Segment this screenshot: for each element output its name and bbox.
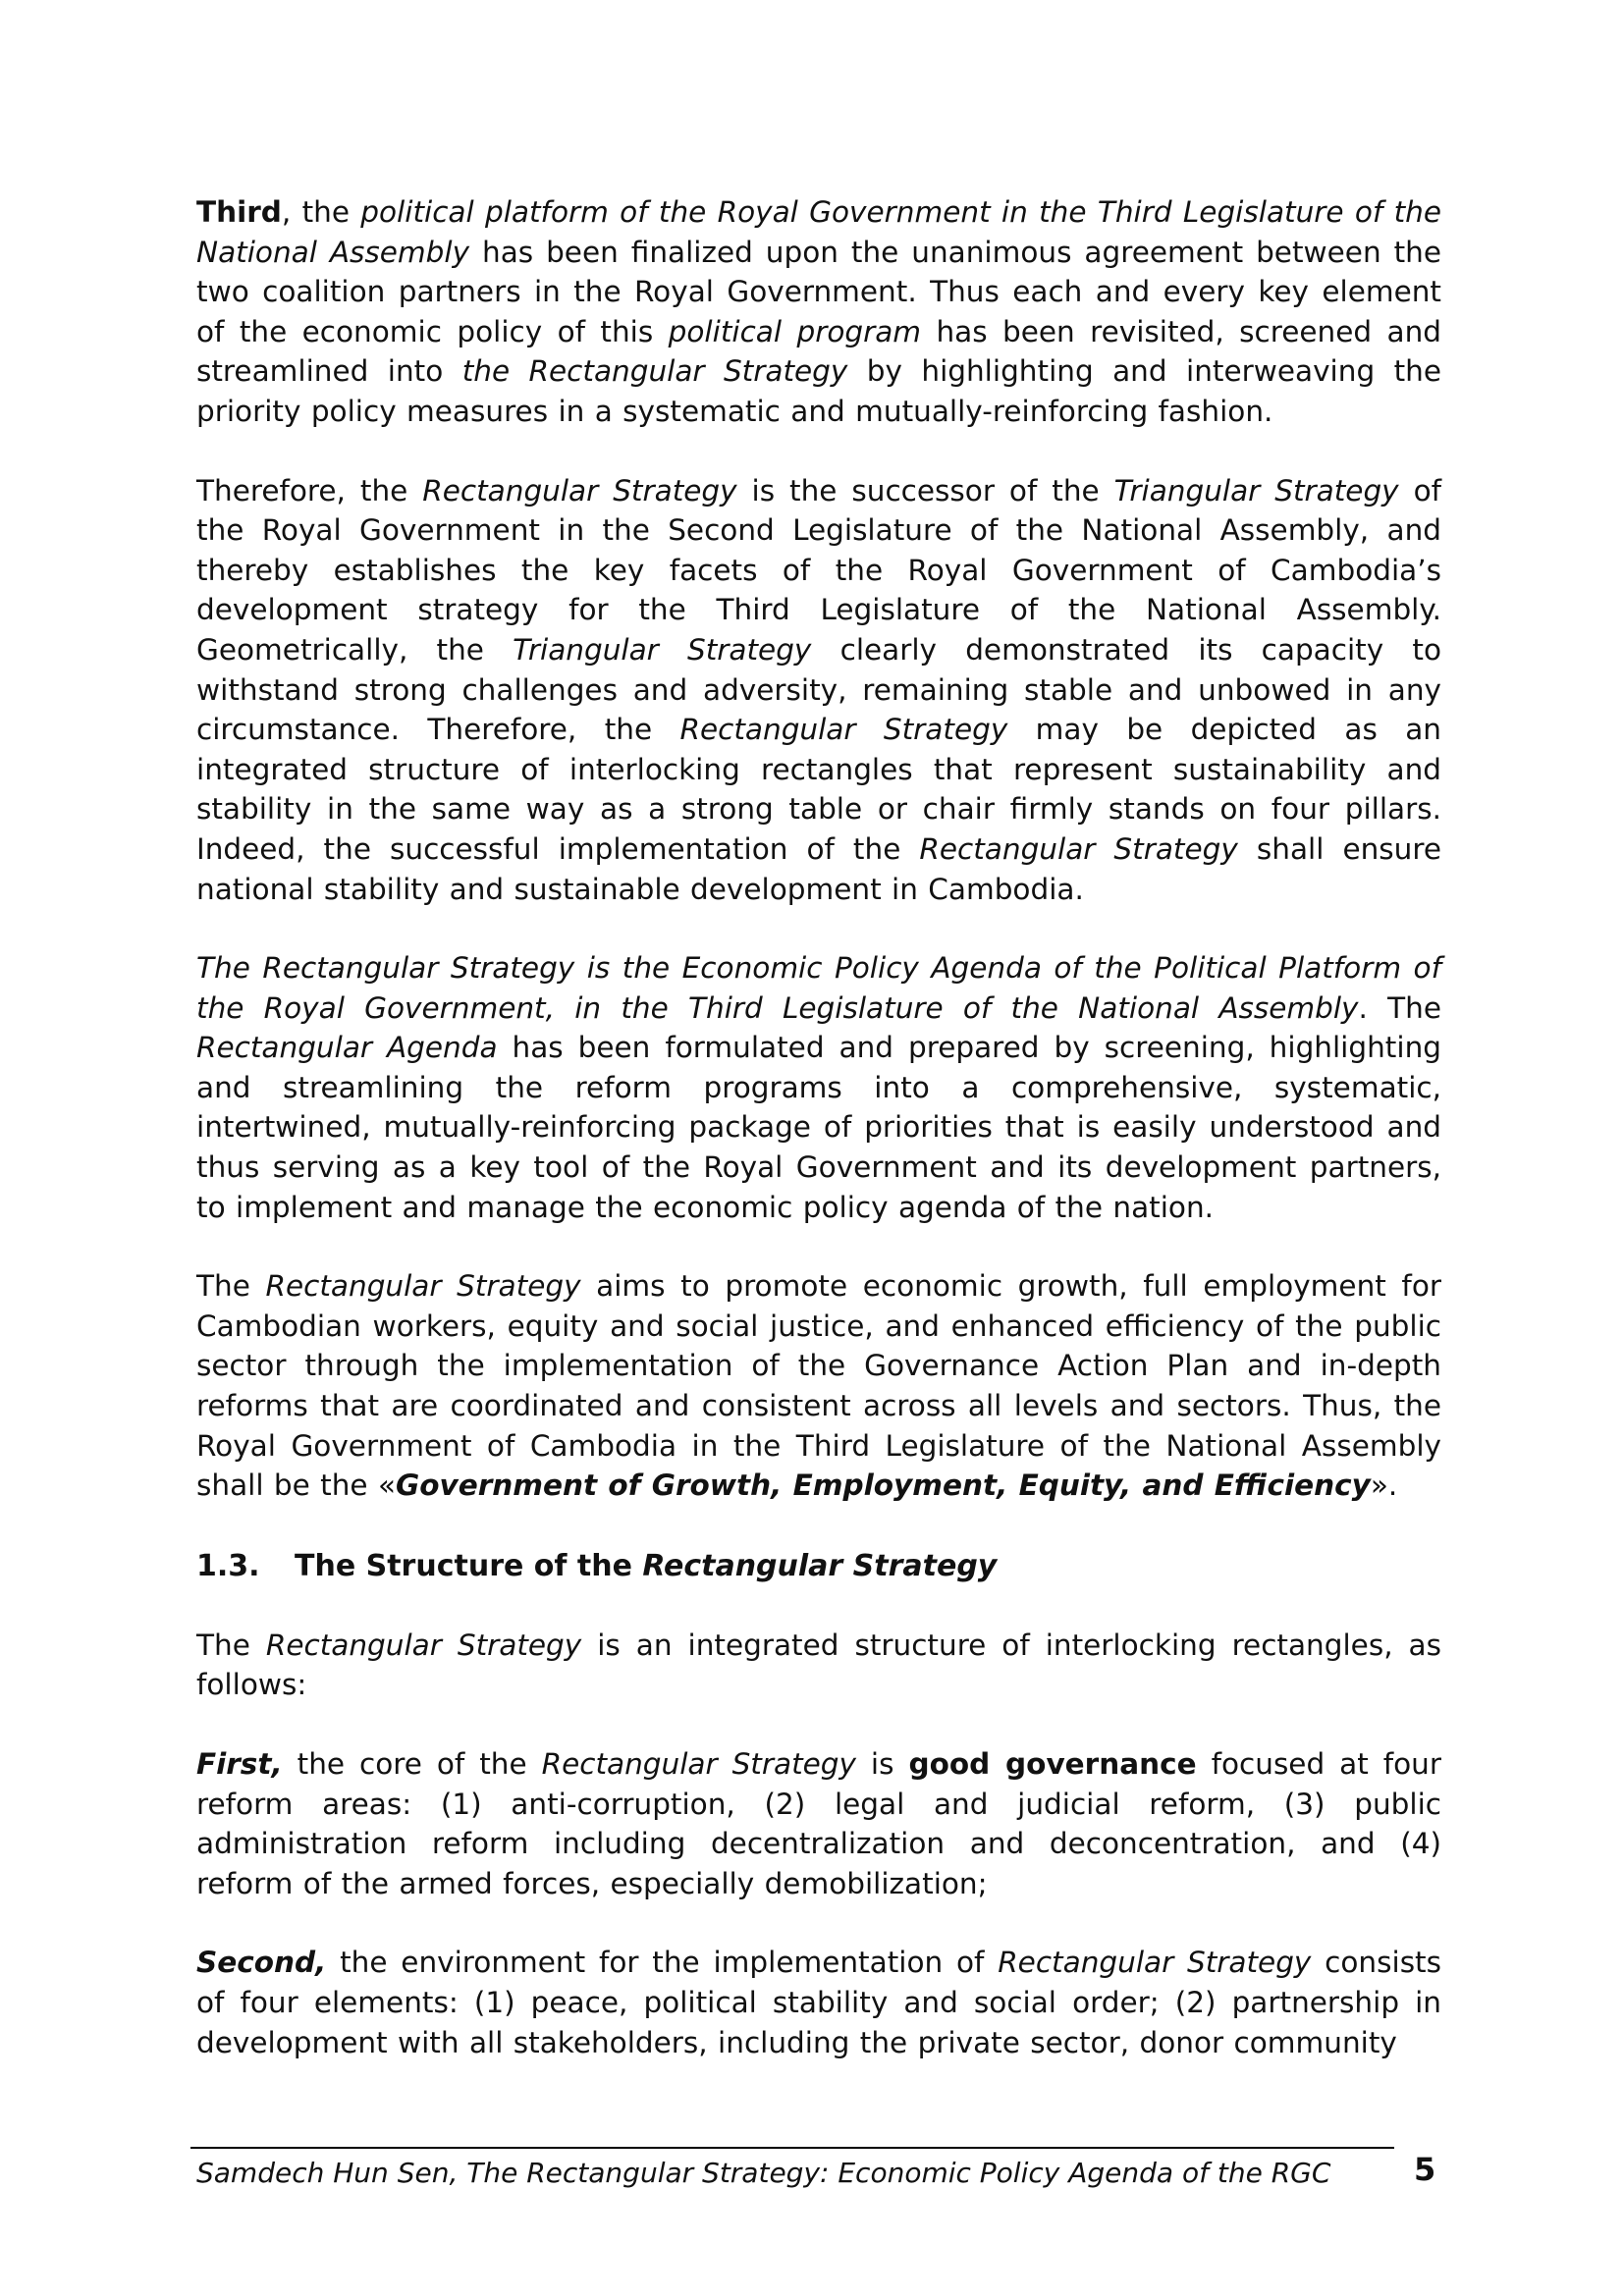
- text-run: has been formulated and prepared by screening, highlighting and streamlining the reform programs into a comprehensive, systematic, intertwined, mutually-reinforcing package of priorities that is easily understood and thus serving as a key tool of the Royal Government and its development partners, to implement and manage the economic policy agenda of the nation.: [196, 1031, 1441, 1224]
- text-run: consists of four elements: (1) peace, political stability and social order; (2) partnership in development with all stakeholders, including the private sector, donor community: [196, 1946, 1441, 2059]
- bold-text: Third: [196, 195, 282, 229]
- text-run: is the successor of the: [736, 473, 1114, 507]
- text-run: is an integrated structure of interlocking rectangles, as follows:: [196, 1628, 1441, 1702]
- bold-italic-text: Second,: [196, 1946, 327, 1980]
- text-run: ».: [1370, 1468, 1398, 1503]
- body-text: [196, 192, 1441, 2062]
- text-run: clearly demonstrated its capacity to withstand strong challenges and adversity, remaining stable and unbowed in any circumstance. Therefore, the: [196, 632, 1441, 747]
- text-run: . The: [1358, 990, 1441, 1025]
- text-run: the environment for the implementation of: [326, 1946, 999, 1980]
- text-run: has been revisited, screened and streamlined into: [196, 314, 1442, 389]
- text-run: aims to promote economic growth, full employment for Cambodian workers, equity and social justice, and enhanced efficiency of the public sector through the implementation of the Governance Action Plan and in-depth reforms that are coordinated and consistent across all levels and sectors. Thus, the Royal Government of Cambodia in the Third Legislature of the National Assembly shall be the «: [196, 1269, 1441, 1503]
- bold-text: good governance: [908, 1747, 1197, 1781]
- text-run: is: [855, 1747, 909, 1781]
- paragraph-third: [196, 192, 1441, 432]
- italic-text: Rectangular Strategy: [998, 1946, 1312, 1980]
- section-heading: [196, 1547, 1441, 1586]
- text-run: by highlighting and interweaving the priority policy measures in a systematic and mutually-reinforcing fashion.: [196, 354, 1441, 428]
- paragraph-therefore: [196, 471, 1441, 910]
- italic-text: political platform of the Royal Government in the Third Legislature of the National Assembly: [196, 195, 1441, 269]
- italic-text: Rectangular Strategy: [919, 831, 1238, 866]
- italic-text: Rectangular Strategy: [541, 1747, 856, 1781]
- italic-text: The Rectangular Strategy is the Economic Policy Agenda of the Political Platform of the Royal Government, in the Third Legislature of the National Assembly: [196, 951, 1441, 1025]
- italic-text: Rectangular Strategy: [265, 1628, 582, 1662]
- text-run: focused at four reform areas: (1) anti-corruption, (2) legal and judicial reform, (3) public administration reform including decentralization and deconcentration, and (4) reform of the armed forces, especially demobilization;: [196, 1747, 1441, 1900]
- text-run: has been finalized upon the unanimous agreement between the two coalition partners in the Royal Government. Thus each and every key element of the economic policy of this: [196, 235, 1441, 348]
- heading-text: The Structure of the: [295, 1548, 643, 1583]
- paragraph-second: [196, 1943, 1441, 2062]
- italic-text: Rectangular Strategy: [422, 473, 737, 507]
- italic-text: political program: [668, 314, 922, 348]
- bold-italic-text: Government of Growth, Employment, Equity, and Efficiency: [396, 1468, 1371, 1503]
- footer-citation: Samdech Hun Sen, The Rectangular Strategy: Economic Policy Agenda of the RGC: [196, 2157, 1331, 2189]
- bold-italic-text: First,: [196, 1747, 283, 1781]
- text-run: , the: [281, 195, 361, 229]
- text-run: shall ensure national stability and sustainable development in Cambodia.: [196, 831, 1441, 906]
- italic-text: Rectangular Agenda: [196, 1031, 498, 1065]
- italic-text: the Rectangular Strategy: [461, 354, 848, 389]
- italic-text: Rectangular Strategy: [265, 1269, 581, 1304]
- text-run: of the Royal Government in the Second Legislature of the National Assembly, and thereby establishes the key facets of the Royal Government of Cambodia’s development strategy for the Third Legislature of the National Assembly. Geometrically, the: [196, 473, 1442, 667]
- text-run: Therefore, the: [196, 473, 423, 507]
- text-run: The: [196, 1628, 266, 1662]
- text-run: the core of the: [282, 1747, 542, 1781]
- section-number: 1.3.: [196, 1548, 260, 1583]
- paragraph-first: [196, 1744, 1441, 1903]
- footer-divider: [190, 2147, 1394, 2149]
- italic-text: Triangular Strategy: [1113, 473, 1399, 507]
- italic-text: Triangular Strategy: [513, 632, 812, 667]
- text-run: may be depicted as an integrated structure of interlocking rectangles that represent sustainability and stability in the same way as a strong table or chair firmly stands on four pillars. Indeed, the successful implementation of the: [196, 713, 1441, 866]
- heading-italic-text: Rectangular Strategy: [642, 1548, 998, 1583]
- italic-text: Rectangular Strategy: [679, 713, 1008, 747]
- text-run: The: [196, 1269, 266, 1304]
- paragraph-structure-intro: [196, 1626, 1441, 1705]
- paragraph-economic-agenda: [196, 948, 1441, 1227]
- paragraph-aims: [196, 1266, 1441, 1506]
- page-number: 5: [1414, 2151, 1436, 2188]
